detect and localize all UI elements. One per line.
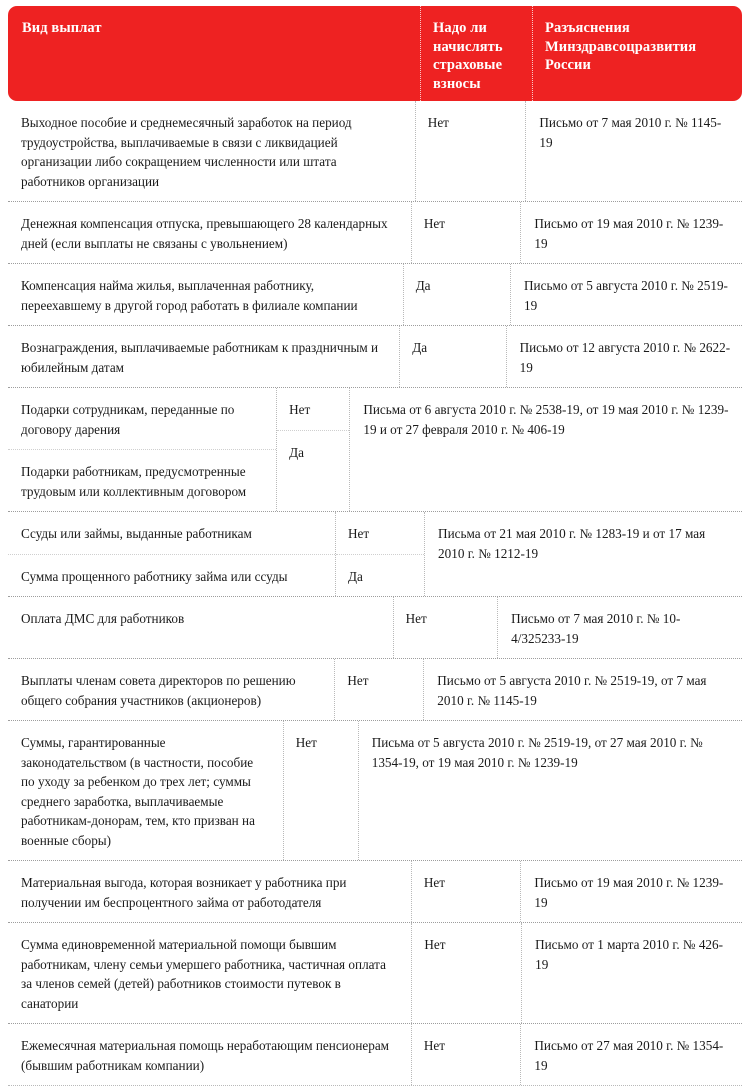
contributions-required-cell: Нет	[423, 216, 445, 231]
payment-type-cell: Компенсация найма жилья, выплаченная работнику, переехавшему в другой город работать в филиале компании	[21, 278, 358, 313]
contributions-required-cell: Нет	[423, 875, 445, 890]
clarification-column	[349, 388, 742, 511]
contributions-required-cell: Нет	[289, 402, 311, 417]
clarification-column	[521, 923, 742, 1023]
table-row-group	[8, 1023, 742, 1085]
payment-type-column	[8, 512, 335, 596]
payment-type-column	[8, 264, 403, 325]
table-row-group	[8, 325, 742, 387]
payment-type-cell: Ссуды или займы, выданные работникам	[21, 526, 252, 541]
payment-type-column	[8, 597, 393, 658]
clarification-cell: Письма от 6 августа 2010 г. № 2538-19, от 19 мая 2010 г. № 1239-19 и от 27 февраля 2010 г. № 406-19	[363, 402, 729, 437]
payment-type-cell: Подарки сотрудникам, переданные по договору дарения	[21, 402, 235, 437]
clarification-column	[520, 1024, 742, 1085]
column-header-contributions-required	[420, 6, 532, 101]
clarification-cell: Письмо от 5 августа 2010 г. № 2519-19	[524, 278, 728, 313]
contributions-required-column	[403, 264, 510, 325]
clarification-cell: Письма от 5 августа 2010 г. № 2519-19, от 27 мая 2010 г. № 1354-19, от 19 мая 2010 г. № 1239-19	[371, 735, 703, 770]
clarification-column	[424, 512, 742, 596]
clarification-column	[506, 326, 742, 387]
contributions-required-column	[411, 1024, 521, 1085]
table-header-band	[8, 6, 742, 101]
payment-type-cell: Подарки работникам, предусмотренные трудовым или коллективным договором	[8, 449, 276, 511]
table-row-group	[8, 201, 742, 263]
contributions-required-column	[276, 388, 349, 511]
clarification-cell: Письмо от 5 августа 2010 г. № 2519-19, от 7 мая 2010 г. № 1145-19	[437, 673, 707, 708]
clarification-cell: Письмо от 7 мая 2010 г. № 10-4/325233-19	[511, 611, 681, 646]
contributions-required-column	[393, 597, 498, 658]
contributions-required-column	[411, 923, 521, 1023]
table-row-group	[8, 596, 742, 658]
clarification-column	[423, 659, 742, 720]
contributions-required-cell: Нет	[427, 115, 449, 130]
payment-type-column	[8, 1024, 411, 1085]
column-header-clarifications-label: Разъяснения Минздравсоцразвития России	[545, 20, 697, 73]
clarification-cell: Письмо от 7 мая 2010 г. № 1145-19	[539, 115, 722, 150]
clarification-column	[497, 597, 742, 658]
contributions-required-cell: Да	[336, 554, 424, 597]
contributions-required-column	[335, 512, 424, 596]
column-header-contributions-required-label: Надо ли начислять страховые взносы	[433, 20, 503, 92]
contributions-required-cell: Нет	[405, 611, 427, 626]
column-header-payment-type	[8, 6, 420, 101]
contributions-required-cell: Нет	[295, 735, 317, 750]
contributions-required-cell: Да	[412, 340, 428, 355]
clarification-column	[520, 861, 742, 922]
table-row-group	[8, 860, 742, 922]
clarification-cell: Письмо от 12 августа 2010 г. № 2622-19	[519, 340, 731, 375]
contributions-required-column	[411, 861, 521, 922]
contributions-required-cell: Нет	[423, 1038, 445, 1053]
table-row-group	[8, 658, 742, 720]
payment-type-column	[8, 101, 415, 201]
payment-type-column	[8, 861, 411, 922]
clarification-column	[358, 721, 742, 860]
contributions-required-column	[334, 659, 423, 720]
contributions-required-cell: Нет	[424, 937, 446, 952]
contributions-required-column	[399, 326, 505, 387]
payment-type-cell: Сумма единовременной материальной помощи бывшим работникам, члену семьи умершего работника, частичная оплата за членов семей (детей) работников стоимости путевок в санатории	[21, 937, 386, 1011]
payment-type-column	[8, 721, 283, 860]
table-row-group	[8, 720, 742, 860]
clarification-column	[510, 264, 742, 325]
payment-type-column	[8, 326, 399, 387]
payment-type-cell: Денежная компенсация отпуска, превышающего 28 календарных дней (если выплаты не связаны с увольнением)	[21, 216, 388, 251]
table-body	[8, 101, 742, 1086]
payment-type-column	[8, 659, 334, 720]
payment-type-column	[8, 923, 411, 1023]
payment-type-cell: Выходное пособие и среднемесячный заработок на период трудоустройства, выплачиваемые в связи с ликвидацией организации либо сокращением численности или штата работников организации	[21, 115, 352, 189]
contributions-required-cell: Нет	[347, 526, 370, 541]
clarification-cell: Письмо от 1 марта 2010 г. № 426-19	[535, 937, 723, 972]
payment-type-cell: Оплата ДМС для работников	[21, 611, 185, 626]
clarification-column	[525, 101, 742, 201]
payment-type-column	[8, 388, 276, 511]
table-row-group	[8, 263, 742, 325]
contributions-required-cell: Нет	[347, 673, 369, 688]
contributions-required-cell: Да	[415, 278, 431, 293]
column-header-clarifications	[532, 6, 742, 101]
table-row-group	[8, 511, 742, 596]
table-row-group	[8, 922, 742, 1023]
payment-type-cell: Материальная выгода, которая возникает у работника при получении им беспроцентного займа от работодателя	[21, 875, 347, 910]
contributions-required-column	[411, 202, 521, 263]
table-row-group	[8, 387, 742, 511]
table-row-group	[8, 101, 742, 201]
payment-type-cell: Суммы, гарантированные законодательством (в частности, пособие по уходу за ребенком до трех лет; суммы среднего заработка, выплачиваемые работникам-донорам, тем, кто призван на военные сборы)	[21, 735, 255, 848]
contributions-required-column	[283, 721, 358, 860]
payment-type-column	[8, 202, 411, 263]
clarification-column	[520, 202, 742, 263]
payment-type-cell: Вознаграждения, выплачиваемые работникам к праздничным и юбилейным датам	[21, 340, 379, 375]
clarification-cell: Письмо от 19 мая 2010 г. № 1239-19	[534, 216, 724, 251]
clarification-cell: Письмо от 19 мая 2010 г. № 1239-19	[534, 875, 724, 910]
contributions-required-cell: Да	[277, 430, 349, 473]
column-header-payment-type-label: Вид выплат	[22, 20, 102, 36]
clarification-cell: Письма от 21 мая 2010 г. № 1283-19 и от 17 мая 2010 г. № 1212-19	[438, 526, 706, 561]
contributions-required-column	[415, 101, 526, 201]
payment-type-cell: Выплаты членам совета директоров по решению общего собрания участников (акционеров)	[21, 673, 296, 708]
payment-type-cell: Сумма прощенного работнику займа или ссуды	[8, 554, 335, 597]
clarification-cell: Письмо от 27 мая 2010 г. № 1354-19	[534, 1038, 724, 1073]
payment-type-cell: Ежемесячная материальная помощь неработающим пенсионерам (бывшим работникам компании)	[21, 1038, 390, 1073]
